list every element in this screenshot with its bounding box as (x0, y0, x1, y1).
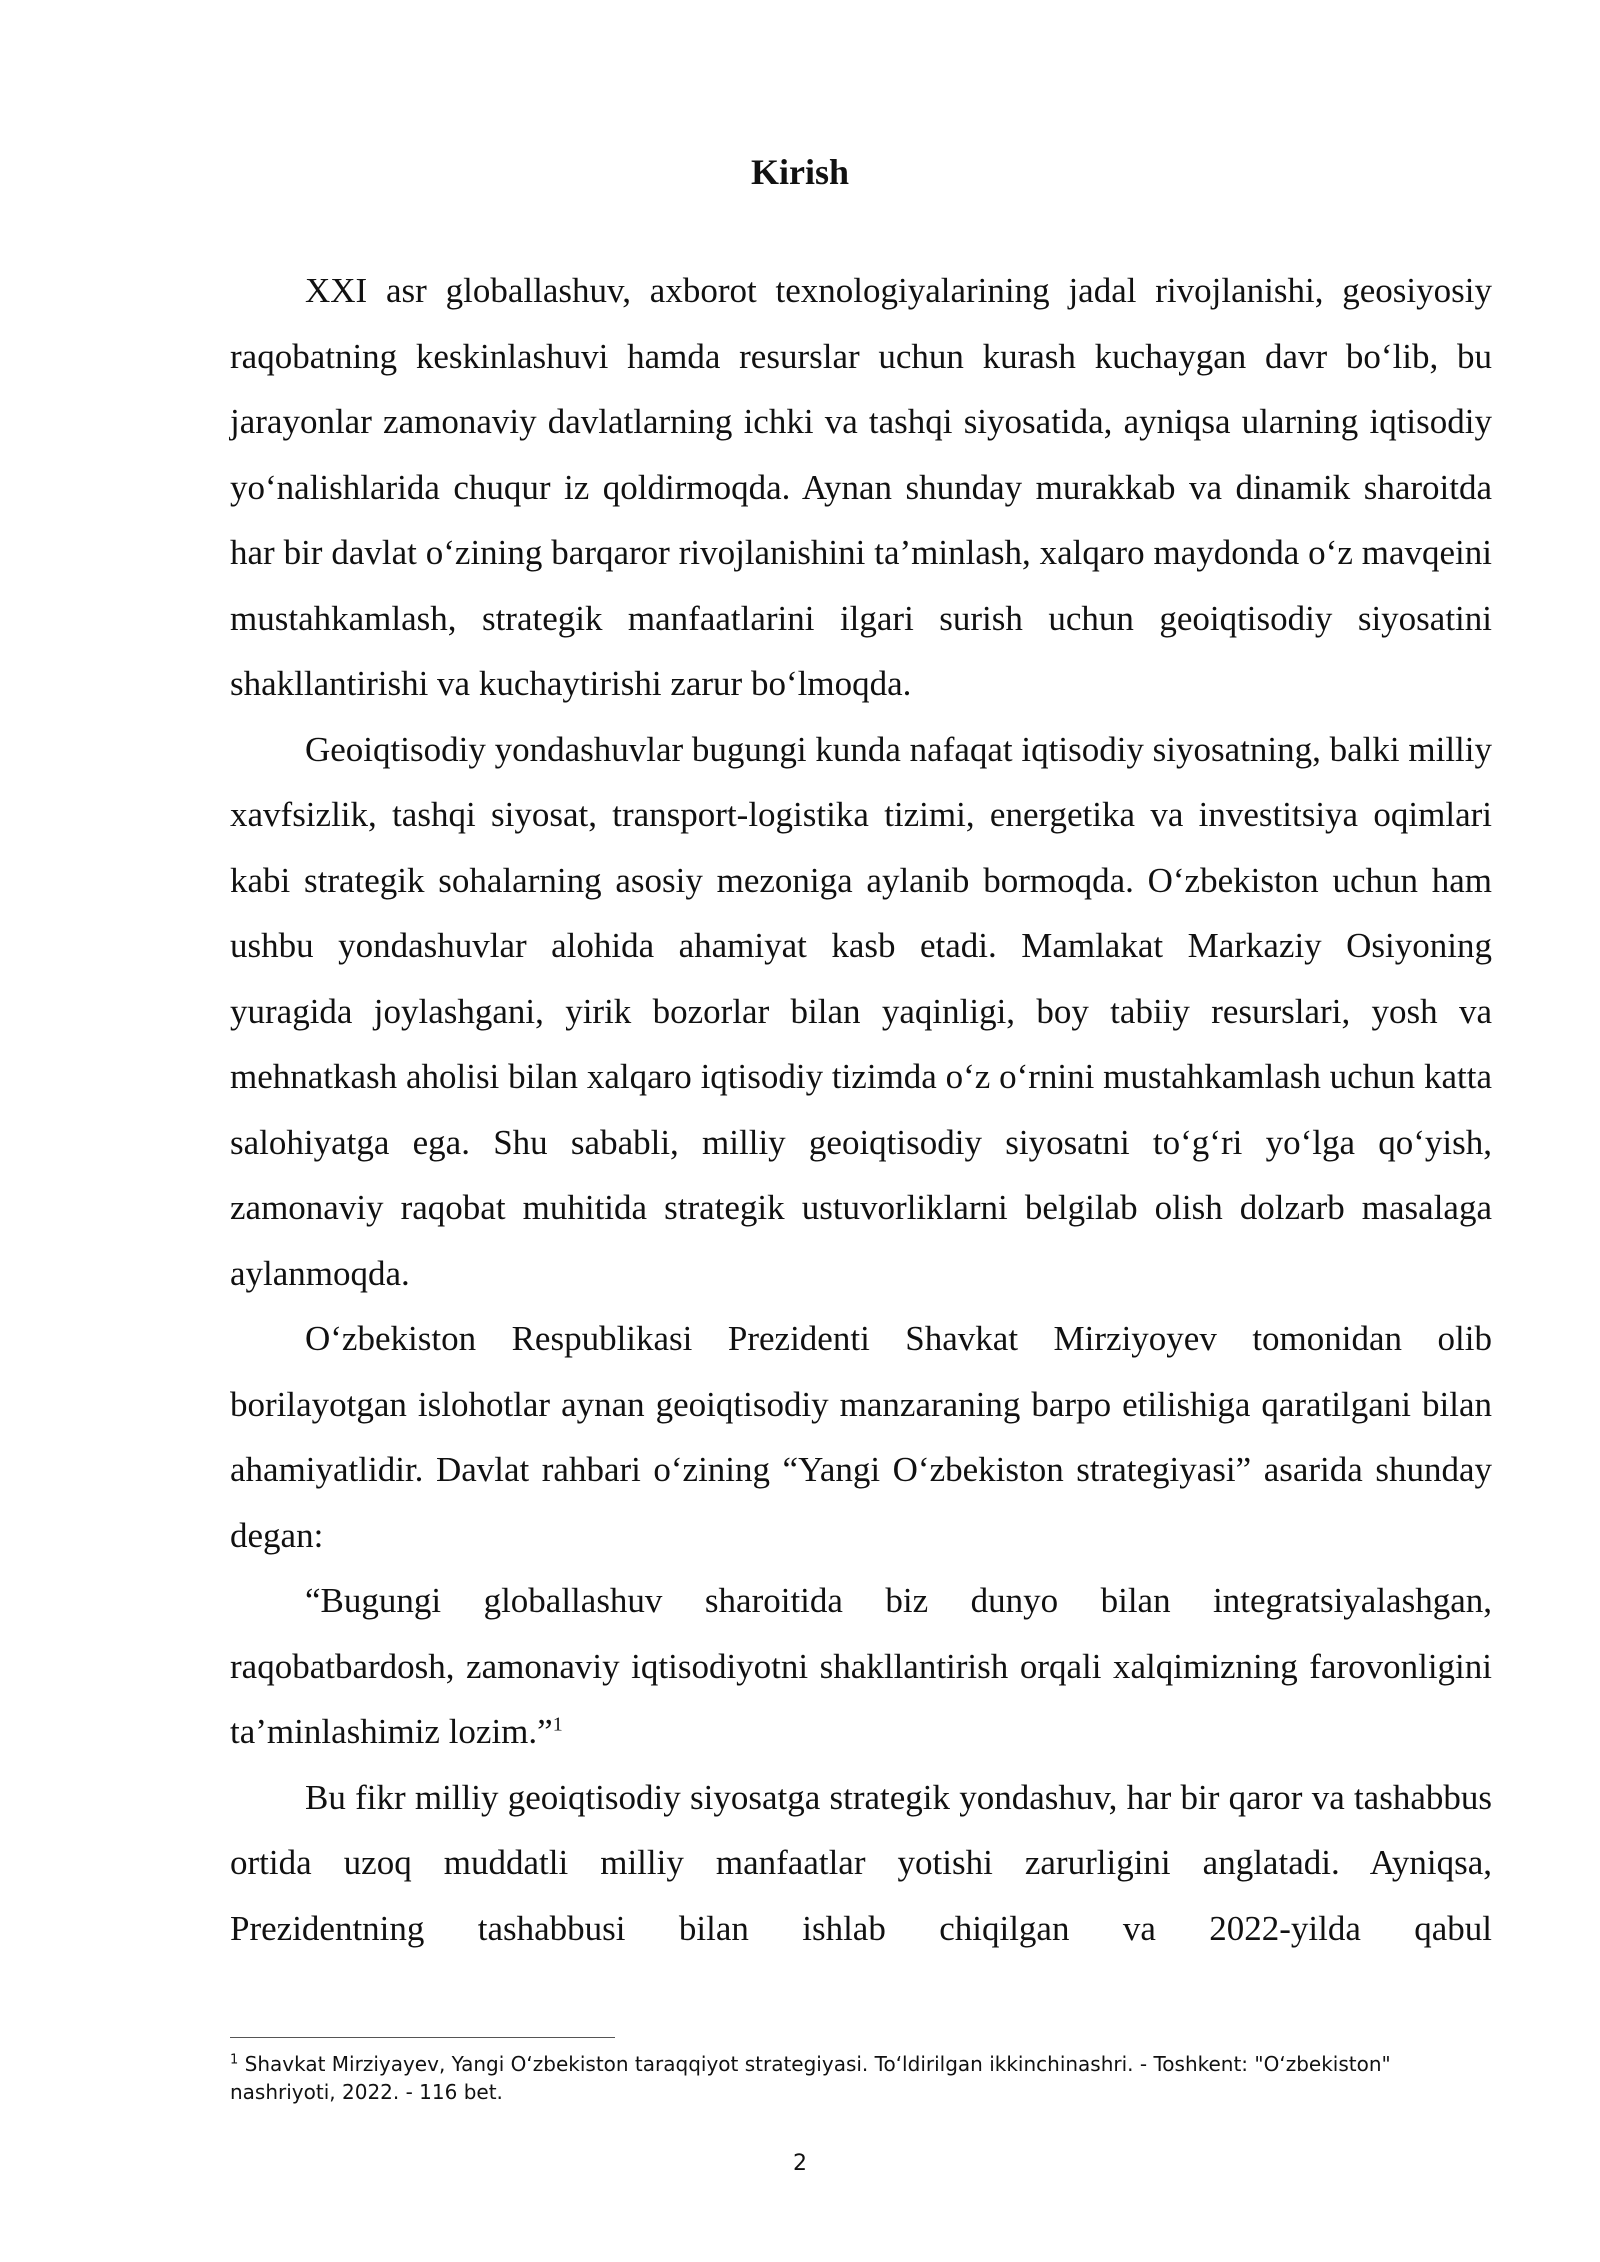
paragraph-final: Bu fikr milliy geoiqtisodiy siyosatga strategik yondashuv, har bir qaror va tashabbus ortida uzoq muddatli milliy manfaatlar yotishi zarurligini anglatadi. Ayniqsa, Prezidentning tashabbusi bilan ishlab chiqilgan va 2022-yilda qabul (230, 1777, 1492, 1948)
footnote-marker: 1 (230, 2052, 239, 2068)
page-number: 2 (793, 2151, 807, 2176)
paragraph-quote (230, 1568, 1492, 1765)
paragraph-intro: XXI asr globallashuv, axborot texnologiyalarining jadal rivojlanishi, geosiyosiy raqobatning keskinlashuvi hamda resurslar uchun kurash kuchaygan davr bo‘lib, bu jarayonlar zamonaviy davlatlarning ichki va tashqi siyosatida, ayniqsa ularning iqtisodiy yo‘nalishlarida chuqur iz qoldirmoqda. Aynan shunday murakkab va dinamik sharoitda har bir davlat o‘zining barqaror rivojlanishini ta’minlash, xalqaro maydonda o‘z mavqeini mustahkamlash, strategik manfaatlarini ilgari surish uchun geoiqtisodiy siyosatini shakllantirishi va kuchaytirishi zarur bo‘lmoqda. (230, 271, 1492, 703)
paragraph-president-reforms: O‘zbekiston Respublikasi Prezidenti Shavkat Mirziyoyev tomonidan olib borilayotgan islohotlar aynan geoiqtisodiy manzaraning barpo etilishiga qaratilgani bilan ahamiyatlidir. Davlat rahbari o‘zining “Yangi O‘zbekiston strategiyasi” asarida shunday degan: (230, 1319, 1492, 1555)
footnote-reference[interactable]: 1 (552, 1713, 563, 1736)
body-text (230, 258, 1492, 1961)
footnote-separator (230, 2037, 615, 2038)
page-title: Kirish (750, 152, 849, 192)
footnote (230, 2050, 1492, 2106)
footnote-text: Shavkat Mirziyayev, Yangi O‘zbekiston taraqqiyot strategiyasi. To‘ldirilgan ikkinchinashri. - Toshkent: "O‘zbekiston" nashriyoti, 2022. - 116 bet. (230, 2052, 1391, 2104)
quote-text: “Bugungi globallashuv sharoitida biz dunyo bilan integratsiyalashgan, raqobatbardosh, zamonaviy iqtisodiyotni shakllantirish orqali xalqimizning farovonligini ta’minlashimiz lozim.” (230, 1581, 1492, 1751)
paragraph-geoeconomic-approaches: Geoiqtisodiy yondashuvlar bugungi kunda nafaqat iqtisodiy siyosatning, balki milliy xavfsizlik, tashqi siyosat, transport-logistika tizimi, energetika va investitsiya oqimlari kabi strategik sohalarning asosiy mezoniga aylanib bormoqda. O‘zbekiston uchun ham ushbu yondashuvlar alohida ahamiyat kasb etadi. Mamlakat Markaziy Osiyoning yuragida joylashgani, yirik bozorlar bilan yaqinligi, boy tabiiy resurslari, yosh va mehnatkash aholisi bilan xalqaro iqtisodiy tizimda o‘z o‘rnini mustahkamlash uchun katta salohiyatga ega. Shu sababli, milliy geoiqtisodiy siyosatni to‘g‘ri yo‘lga qo‘yish, zamonaviy raqobat muhitida strategik ustuvorliklarni belgilab olish dolzarb masalaga aylanmoqda. (230, 729, 1492, 1293)
